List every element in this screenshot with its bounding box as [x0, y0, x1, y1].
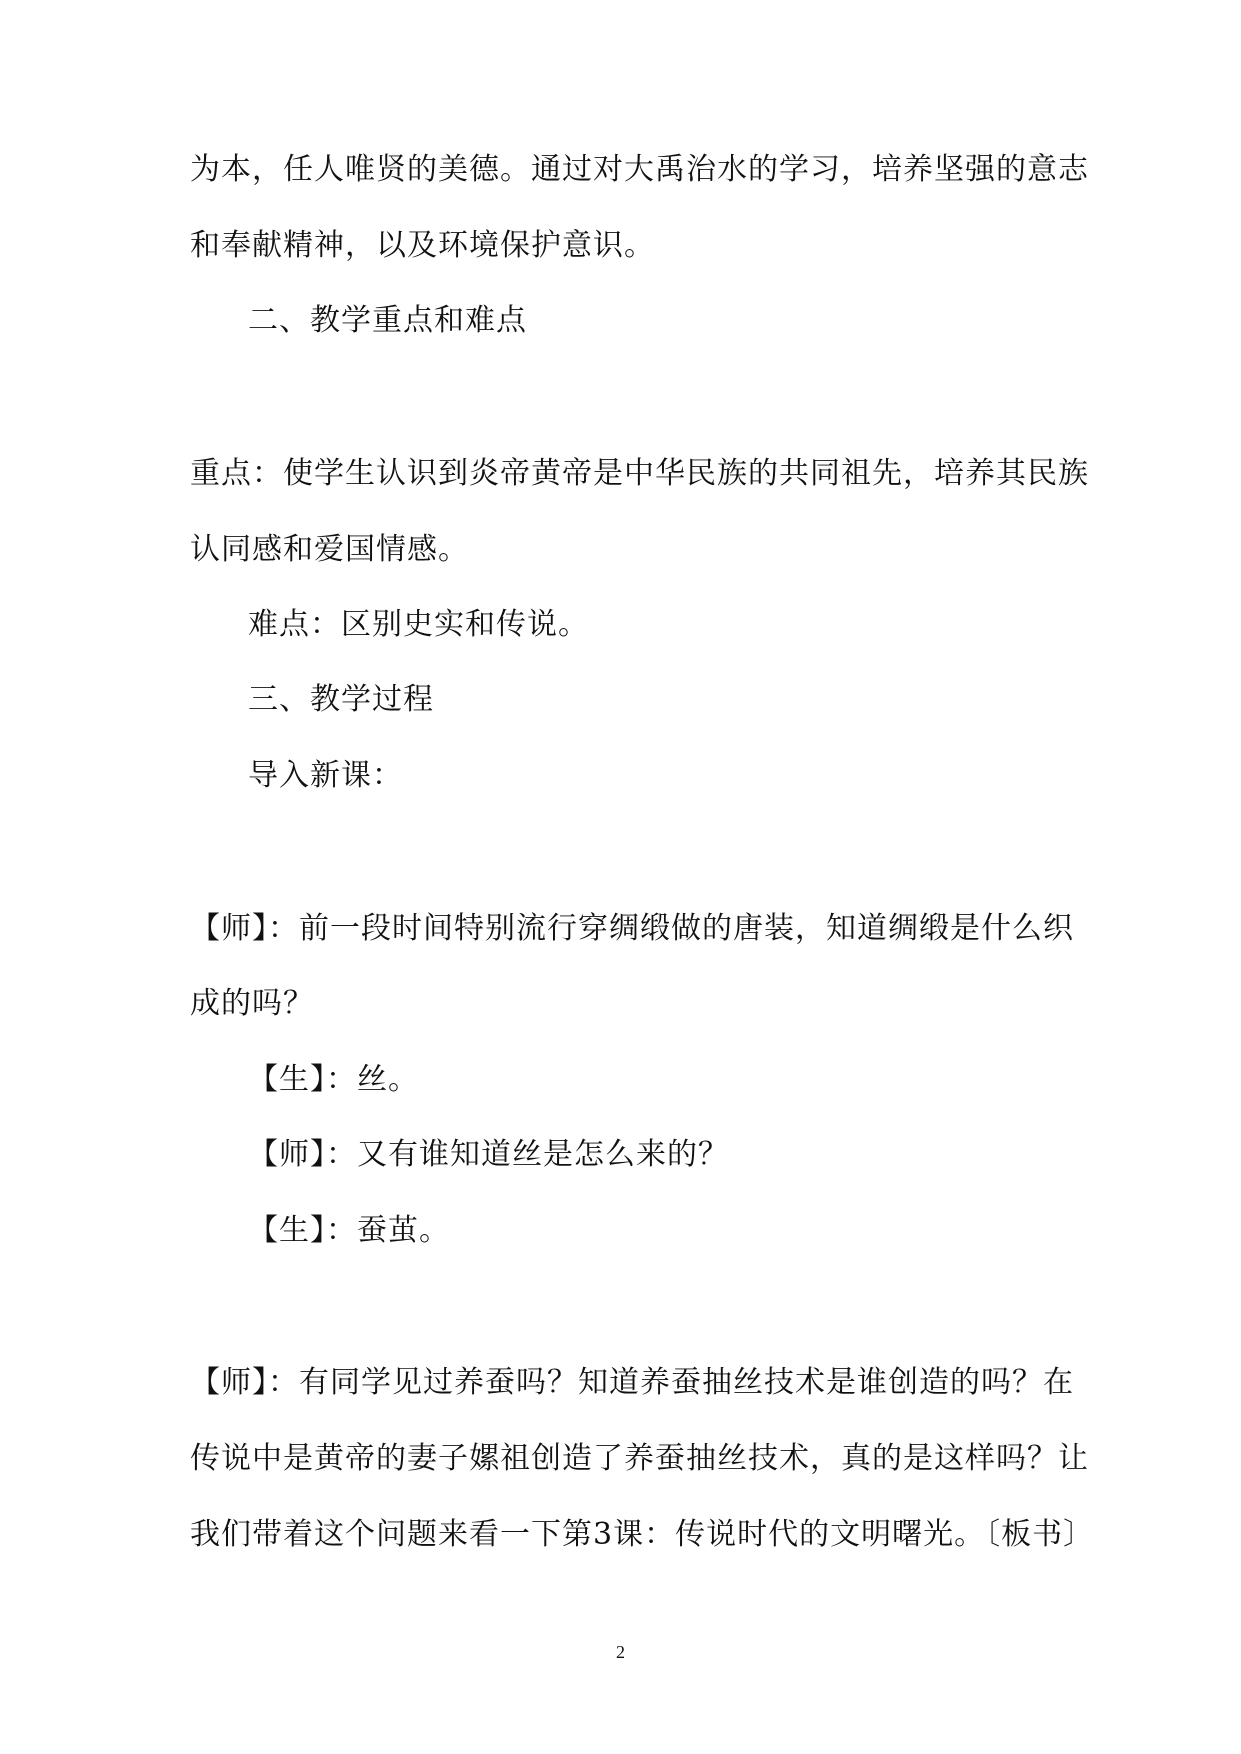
body-line: 为本，任人唯贤的美德。通过对大禹治水的学习，培养坚强的意志: [190, 152, 1089, 187]
dialogue-line: 【生】：蚕茧。: [248, 1213, 450, 1248]
section-heading: 二、教学重点和难点: [248, 303, 527, 338]
dialogue-line: 成的吗？: [190, 986, 314, 1021]
dialogue-line: 【师】：又有谁知道丝是怎么来的？: [248, 1137, 729, 1172]
dialogue-line: 传说中是黄帝的妻子嫘祖创造了养蚕抽丝技术，真的是这样吗？让: [190, 1441, 1089, 1476]
dialogue-line: 【师】：前一段时间特别流行穿绸缎做的唐装，知道绸缎是什么织: [190, 911, 1074, 946]
dialogue-line: 【师】：有同学见过养蚕吗？知道养蚕抽丝技术是谁创造的吗？在: [190, 1365, 1074, 1400]
body-line: 重点：使学生认识到炎帝黄帝是中华民族的共同祖先，培养其民族: [190, 456, 1089, 491]
page-number: 2: [616, 1642, 625, 1662]
body-line: 认同感和爱国情感。: [190, 532, 469, 567]
dialogue-line: 【生】：丝。: [248, 1062, 419, 1097]
body-line: 导入新课：: [248, 758, 403, 793]
section-heading: 三、教学过程: [248, 682, 434, 717]
body-line: 难点：区别史实和传说。: [248, 607, 589, 642]
body-line: 和奉献精神，以及环境保护意识。: [190, 228, 655, 263]
dialogue-line: 我们带着这个问题来看一下第3课：传说时代的文明曙光。〔板书〕: [190, 1517, 1095, 1552]
